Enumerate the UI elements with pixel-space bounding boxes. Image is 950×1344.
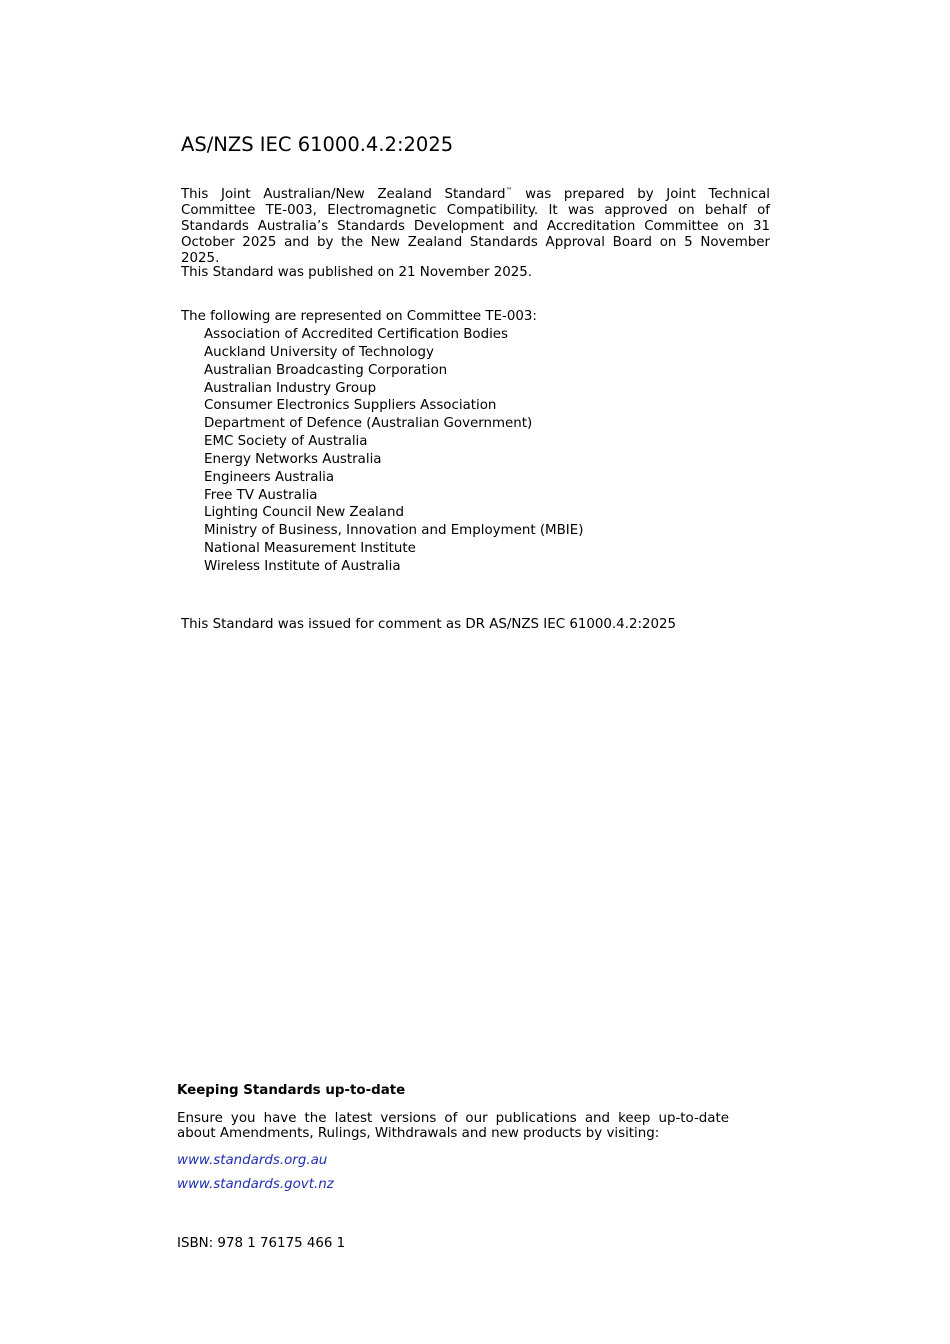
committee-member: Auckland University of Technology [204, 344, 434, 360]
committee-member: Department of Defence (Australian Government) [204, 416, 533, 432]
preparation-paragraph [181, 187, 770, 267]
committee-member-list [204, 326, 583, 576]
committee-member: Ministry of Business, Innovation and Employment (MBIE) [204, 523, 584, 539]
committee-member: Association of Accredited Certification Bodies [204, 327, 509, 342]
published-statement: This Standard was published on 21 November 2025. [181, 265, 533, 280]
standards-new-zealand-link[interactable]: www.standards.govt.nz [177, 1177, 334, 1192]
trademark-symbol: ™ [505, 186, 513, 195]
committee-member: Consumer Electronics Suppliers Association [204, 398, 497, 414]
keeping-up-to-date-heading: Keeping Standards up-to-date [177, 1083, 406, 1098]
document-title: AS/NZS IEC 61000.4.2:2025 [181, 133, 454, 156]
committee-member: National Measurement Institute [204, 541, 416, 557]
committee-member: Wireless Institute of Australia [204, 558, 401, 574]
committee-member: EMC Society of Australia [204, 434, 368, 450]
preparation-text-start: This Joint Australian/New Zealand Standard [181, 187, 506, 202]
committee-member: Energy Networks Australia [204, 451, 382, 467]
committee-member: Lighting Council New Zealand [204, 505, 404, 521]
preparation-text-end: was prepared by Joint Technical Committee TE-003, Electromagnetic Compatibility. It was approved on behalf of Standards Australia’s Standards Development and Accreditation Committee on 31 October 2025 and by the New Zealand Standards Approval Board on 5 November 2025. [181, 187, 771, 266]
committee-member: Engineers Australia [204, 469, 335, 485]
committee-intro: The following are represented on Committee TE-003: [181, 309, 537, 324]
committee-member: Free TV Australia [204, 487, 318, 503]
committee-member: Australian Broadcasting Corporation [204, 362, 448, 378]
keeping-up-to-date-text: Ensure you have the latest versions of our publications and keep up-to-date about Amendments, Rulings, Withdrawals and new products by visiting: [177, 1111, 729, 1141]
committee-member: Australian Industry Group [204, 380, 377, 396]
isbn-number: ISBN: 978 1 76175 466 1 [177, 1236, 346, 1251]
standards-australia-link[interactable]: www.standards.org.au [177, 1153, 328, 1168]
issued-for-comment-statement: This Standard was issued for comment as DR AS/NZS IEC 61000.4.2:2025 [181, 617, 677, 632]
